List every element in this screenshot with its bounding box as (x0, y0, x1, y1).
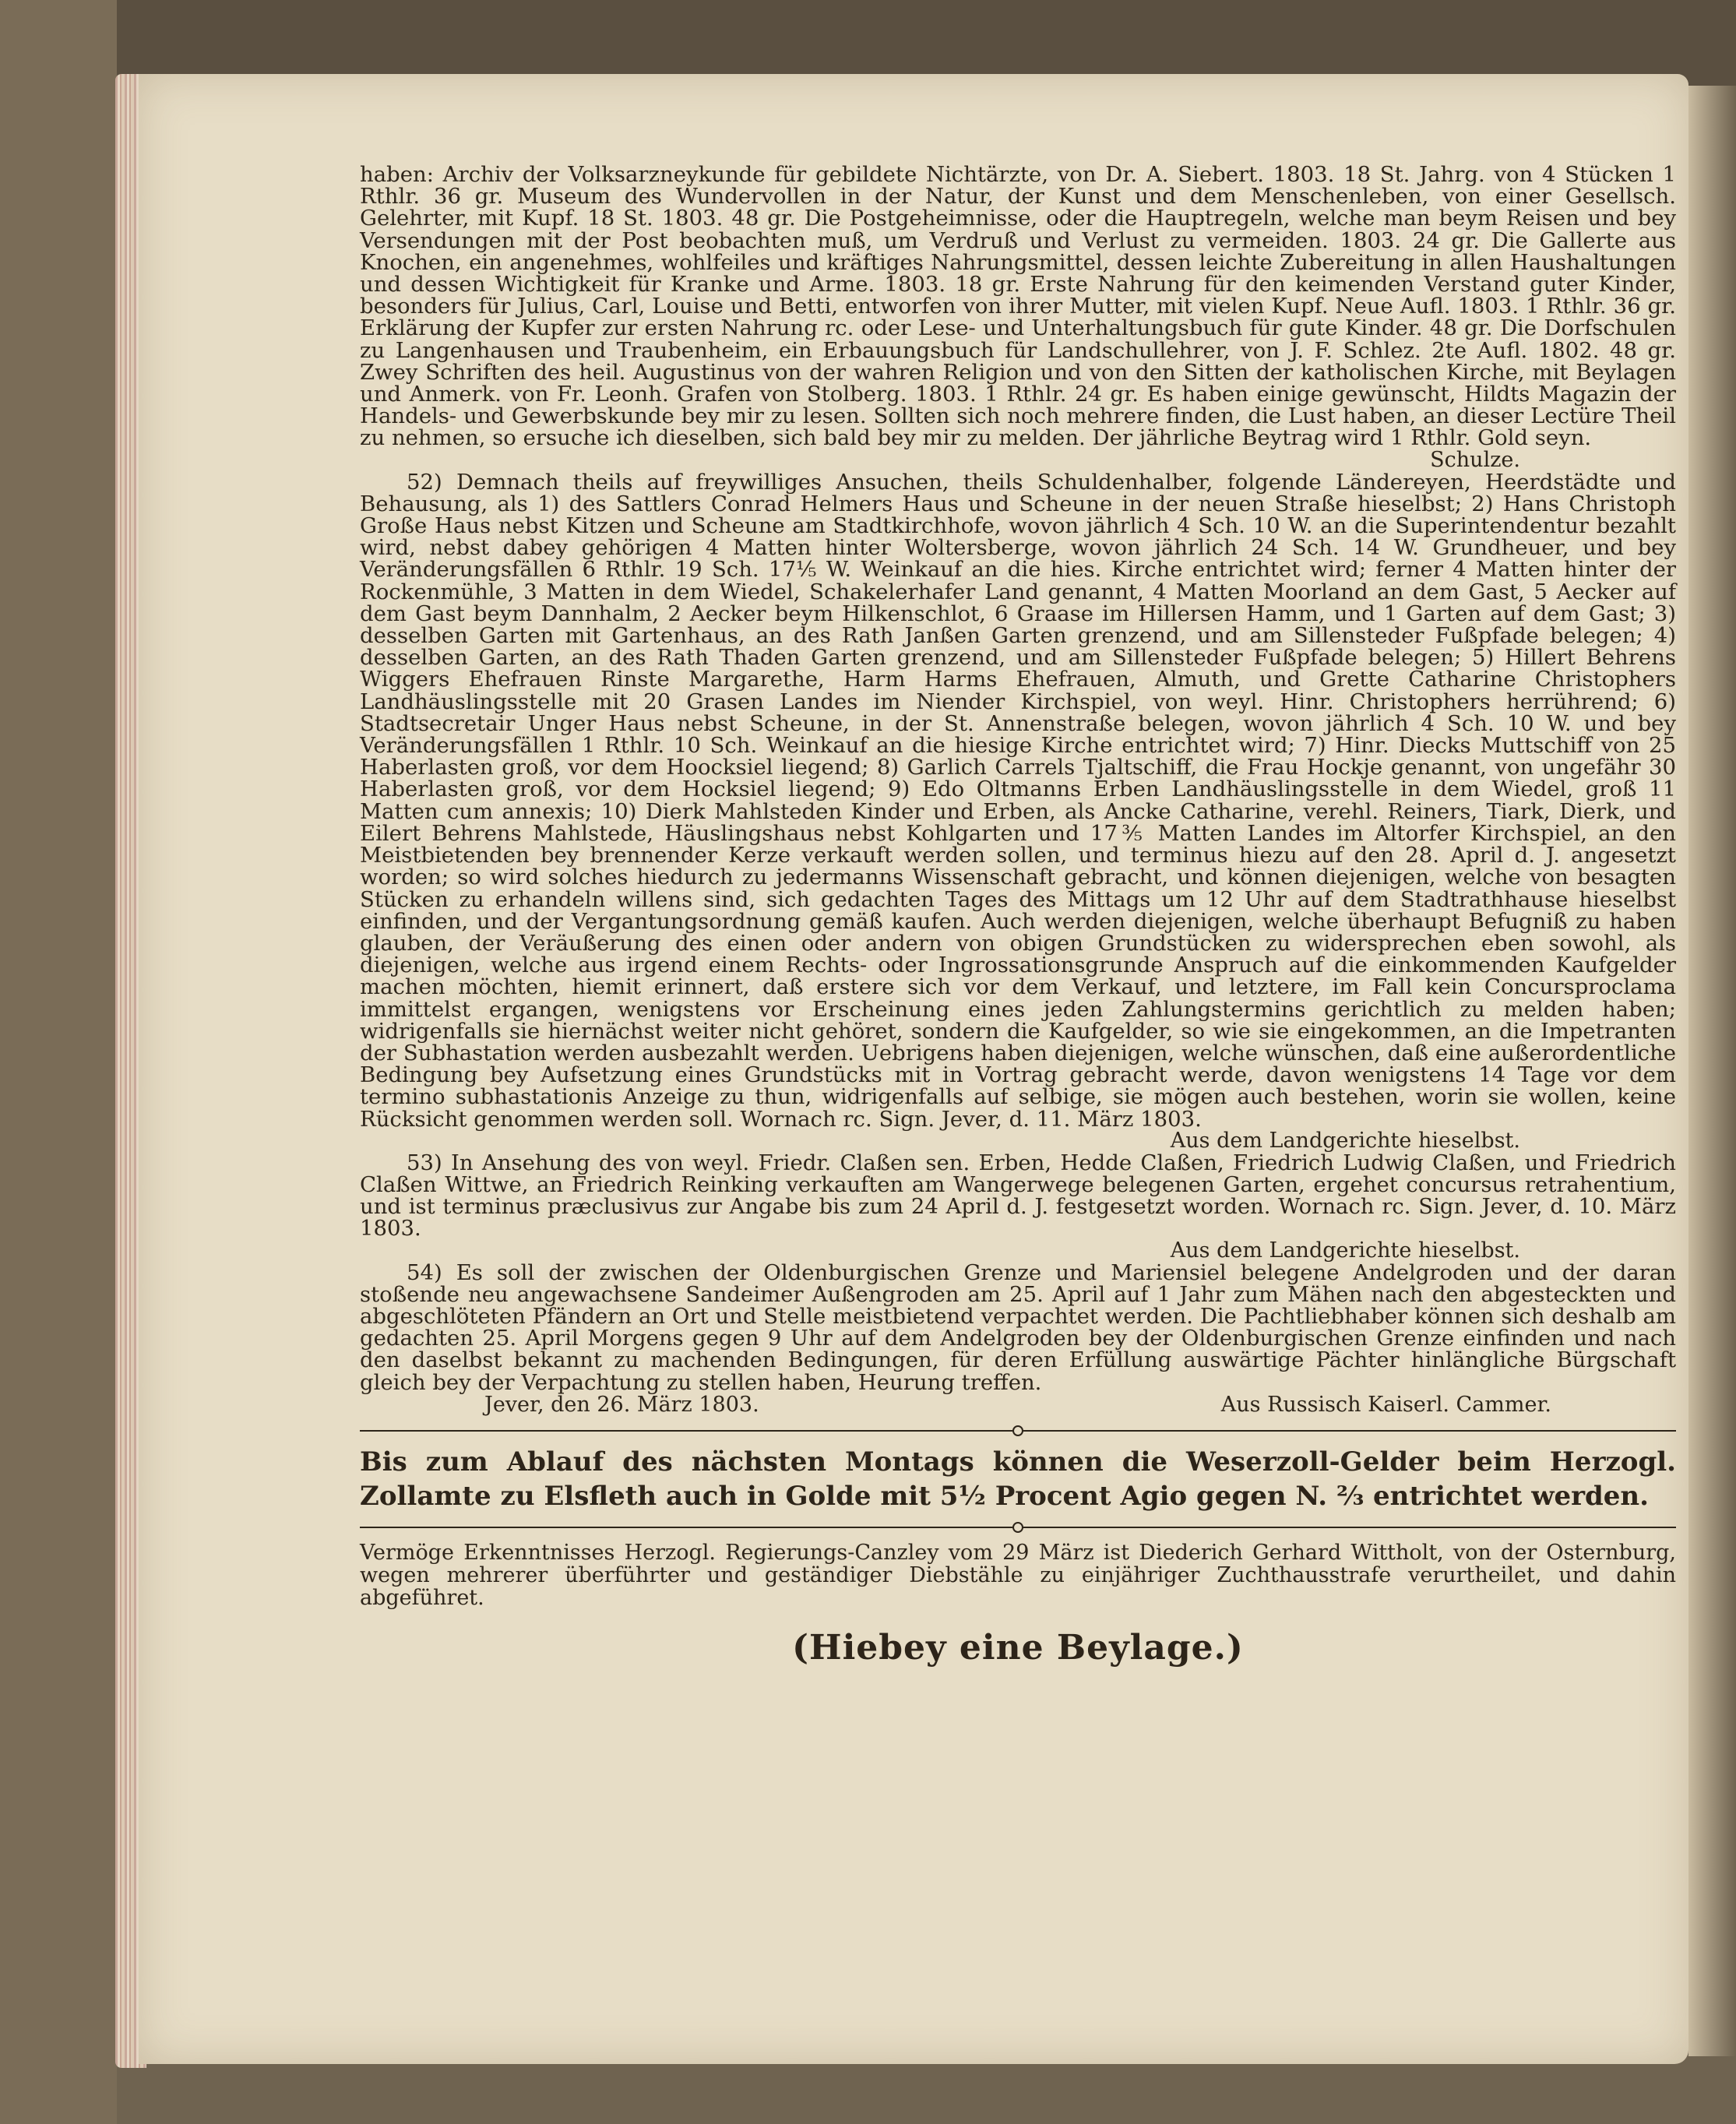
notice-52-paragraph: 52) Demnach theils auf freywilliges Ansuchen, theils Schuldenhalber, folgende Ländereyen, Heerdstädte und Behausung, als 1) des Sattlers Conrad Helmers Haus und Scheune in der neuen Straße hieselbst; 2) Hans Christoph Große Haus nebst Kitzen und Scheune am Stadtkirchhofe, wovon jährlich 4 Sch. 10 W. an die Superintendentur bezahlt wird, nebst dabey gehörigen 4 Matten hinter Woltersberge, wovon jährlich 24 Sch. 14 W. Grundheuer, und bey Veränderungsfällen 6 Rthlr. 19 Sch. 17⅕ W. Weinkauf an die hies. Kirche entrichtet wird; ferner 4 Matten hinter der Rockenmühle, 3 Matten in dem Wiedel, Schakelerhafer Land genannt, 4 Matten Moorland an dem Gast, 5 Aecker auf dem Gast beym Dannhalm, 2 Aecker beym Hilkenschlot, 6 Graase im Hillersen Hamm, und 1 Garten auf dem Gast; 3) desselben Garten mit Gartenhaus, an des Rath Janßen Garten grenzend, und am Sillensteder Fußpfade belegen; 4) desselben Garten, an des Rath Thaden Garten grenzend, und am Sillensteder Fußpfade belegen; 5) Hillert Behrens Wiggers Ehefrauen Rinste Margarethe, Harm Harms Ehefrauen, Almuth, und Grette Catharine Christophers Landhäuslingsstelle mit 20 Grasen Landes im Niender Kirchspiel, von weyl. Hinr. Christophers herrührend; 6) Stadtsecretair Unger Haus nebst Scheune, in der St. Annenstraße belegen, wovon jährlich 4 Sch. 10 W. und bey Veränderungsfällen 1 Rthlr. 10 Sch. Weinkauf an die hiesige Kirche entrichtet wird; 7) Hinr. Diecks Muttschiff von 25 Haberlasten groß, vor dem Hoocksiel liegend; 8) Garlich Carrels Tjaltschiff, die Frau Hockje genannt, von ungefähr 30 Haberlasten groß, vor dem Hocksiel liegend; 9) Edo Oltmanns Erben Landhäuslingsstelle in dem Wiedel, groß 11 Matten cum annexis; 10) Dierk Mahlsteden Kinder und Erben, als Ancke Catharine, verehl. Reiners, Tiark, Dierk, und Eilert Behrens Mahlstede, Häuslingshaus nebst Kohlgarten und 17⅗ Matten Landes im Altorfer Kirchspiel, an den Meistbietenden bey brennender Kerze verkauft werden sollen, und terminus hiezu auf den 28. April d. J. angesetzt worden; so wird solches hiedurch zu jedermanns Wissenschaft gebracht, und können diejenigen, welche von besagten Stücken zu erhandeln willens sind, sich gedachten Tages des Mittags um 12 Uhr auf dem Stadtrathhause hieselbst einfinden, und der Vergantungsordnung gemäß kaufen. Auch werden diejenigen, welche überhaupt Befugniß zu haben glauben, der Veräußerung des einen oder andern von obigen Grundstücken zu widersprechen eben sowohl, als diejenigen, welche aus irgend einem Rechts- oder Ingrossationsgrunde Anspruch auf die einkommenden Kaufgelder machen möchten, hiemit erinnert, daß erstere sich vor dem Verkauf, und letztere, im Fall kein Concursproclama immittelst ergangen, wenigstens vor Erscheinung eines jeden Zahlungstermins gerichtlich zu melden haben; widrigenfalls sie hiernächst weiter nicht gehöret, sondern die Kaufgelder, so wie sie eingekommen, an die Impetranten der Subhastation werden ausbezahlt werden. Uebrigens haben diejenigen, welche wünschen, daß eine außerordentliche Bedingung bey Aufsetzung eines Grundstücks mit in Vortrag gebracht werde, davon wenigstens 14 Tage vor dem termino subhastationis Anzeige zu thun, widrigenfalls auf selbige, sie mögen auch bestehen, worin sie wollen, keine Rücksicht genommen werden soll. Wornach rc. Sign. Jever, d. 11. März 1803. (360, 469, 1676, 1132)
scan-background (0, 0, 1736, 86)
signature-54-date: Jever, den 26. März 1803. (484, 1392, 759, 1417)
scan-background-left (0, 0, 117, 2124)
signature-54-authority: Aus Russisch Kaiserl. Cammer. (1220, 1392, 1551, 1417)
signature-53: Aus dem Landgerichte hieselbst. (1170, 1238, 1520, 1263)
weserzoll-notice: Bis zum Ablauf des nächsten Montags können die Weserzoll-Gelder beim Herzogl. Zollamte zu Elsfleth auch in Golde mit 5½ Procent Agio gegen N. ⅔ entrichtet werden. (360, 1446, 1676, 1512)
page-shadow (1688, 86, 1736, 2056)
signature-54 (360, 1393, 1676, 1417)
verdict-notice: Vermöge Erkenntnisses Herzogl. Regierungs-Canzley vom 29 März ist Diederich Gerhard Wittholt, von der Osternburg, wegen mehrerer überführter und geständiger Diebstähle zu einjähriger Zuchthausstrafe verurtheilet, und dahin abgeführet. (360, 1540, 1676, 1610)
notice-53-paragraph: 53) In Ansehung des von weyl. Friedr. Claßen sen. Erben, Hedde Claßen, Friedrich Ludwig Claßen, und Friedrich Claßen Wittwe, an Friedrich Reinking verkauften am Wangerwege belegenen Garten, ergehet concursus retrahentium, und ist terminus præclusivus zur Angabe bis zum 24 April d. J. festgesetzt worden. Wornach rc. Sign. Jever, d. 10. März 1803. (360, 1150, 1676, 1242)
supplement-note: (Hiebey eine Beylage.) (792, 1627, 1244, 1668)
divider (360, 1421, 1676, 1440)
book-advertisement-paragraph: haben: Archiv der Volksarzneykunde für gebildete Nichtärzte, von Dr. A. Siebert. 1803. 18 St. Jahrg. von 4 Stücken 1 Rthlr. 36 gr. Museum des Wundervollen in der Natur, der Kunst und dem Menschenleben, von einer Gesellsch. Gelehrter, mit Kupf. 18 St. 1803. 48 gr. Die Postgeheimnisse, oder die Hauptregeln, welche man beym Reisen und bey Versendungen mit der Post beobachten muß, um Verdruß und Verlust zu vermeiden. 1803. 24 gr. Die Gallerte aus Knochen, ein angenehmes, wohlfeiles und kräftiges Nahrungsmittel, dessen leichte Zubereitung in allen Haushaltungen und dessen Wichtigkeit für Kranke und Arme. 1803. 18 gr. Erste Nahrung für den keimenden Verstand guter Kinder, besonders für Julius, Carl, Louise und Betti, entworfen von ihrer Mutter, mit vielen Kupf. Neue Aufl. 1803. 1 Rthlr. 36 gr. Erklärung der Kupfer zur ersten Nahrung rc. oder Lese- und Unterhaltungsbuch für gute Kinder. 48 gr. Die Dorfschulen zu Langenhausen und Traubenheim, ein Erbauungsbuch für Landschullehrer, von J. F. Schlez. 2te Aufl. 1802. 48 gr. Zwey Schriften des heil. Augustinus von der wahren Religion und von den Sitten der katholischen Kirche, mit Beylagen und Anmerk. von Fr. Leonh. Grafen von Stolberg. 1803. 1 Rthlr. 24 gr. Es haben einige gewünscht, Hildts Magazin der Handels- und Gewerbskunde bey mir zu lesen. Sollten sich noch mehrere finden, die Lust haben, an dieser Lectüre Theil zu nehmen, so ersuche ich dieselben, sich bald bey mir zu melden. Der jährliche Beytrag wird 1 Rthlr. Gold seyn. (360, 162, 1676, 451)
notice-54-paragraph: 54) Es soll der zwischen der Oldenburgischen Grenze und Mariensiel belegene Andelgroden und der daran stoßende neu angewachsene Sandeimer Außengroden am 25. April auf 1 Jahr zum Mähen nach den abgesteckten und abgeschlöteten Pfändern an Ort und Stelle meistbietend verpachtet werden. Die Pachtliebhaber können sich deshalb am gedachten 25. April Morgens gegen 9 Uhr auf dem Andelgroden bey der Oldenburgischen Grenze einfinden und nach den daselbst bekannt zu machenden Bedingungen, für deren Erfüllung auswärtige Pächter hinlängliche Bürgschaft gleich bey der Verpachtung zu stellen haben, Heurung treffen. (360, 1259, 1676, 1395)
divider (360, 1518, 1676, 1537)
signature-schulze: Schulze. (1430, 447, 1520, 472)
page-content (360, 162, 1676, 1668)
signature-52: Aus dem Landgerichte hieselbst. (1170, 1128, 1520, 1153)
